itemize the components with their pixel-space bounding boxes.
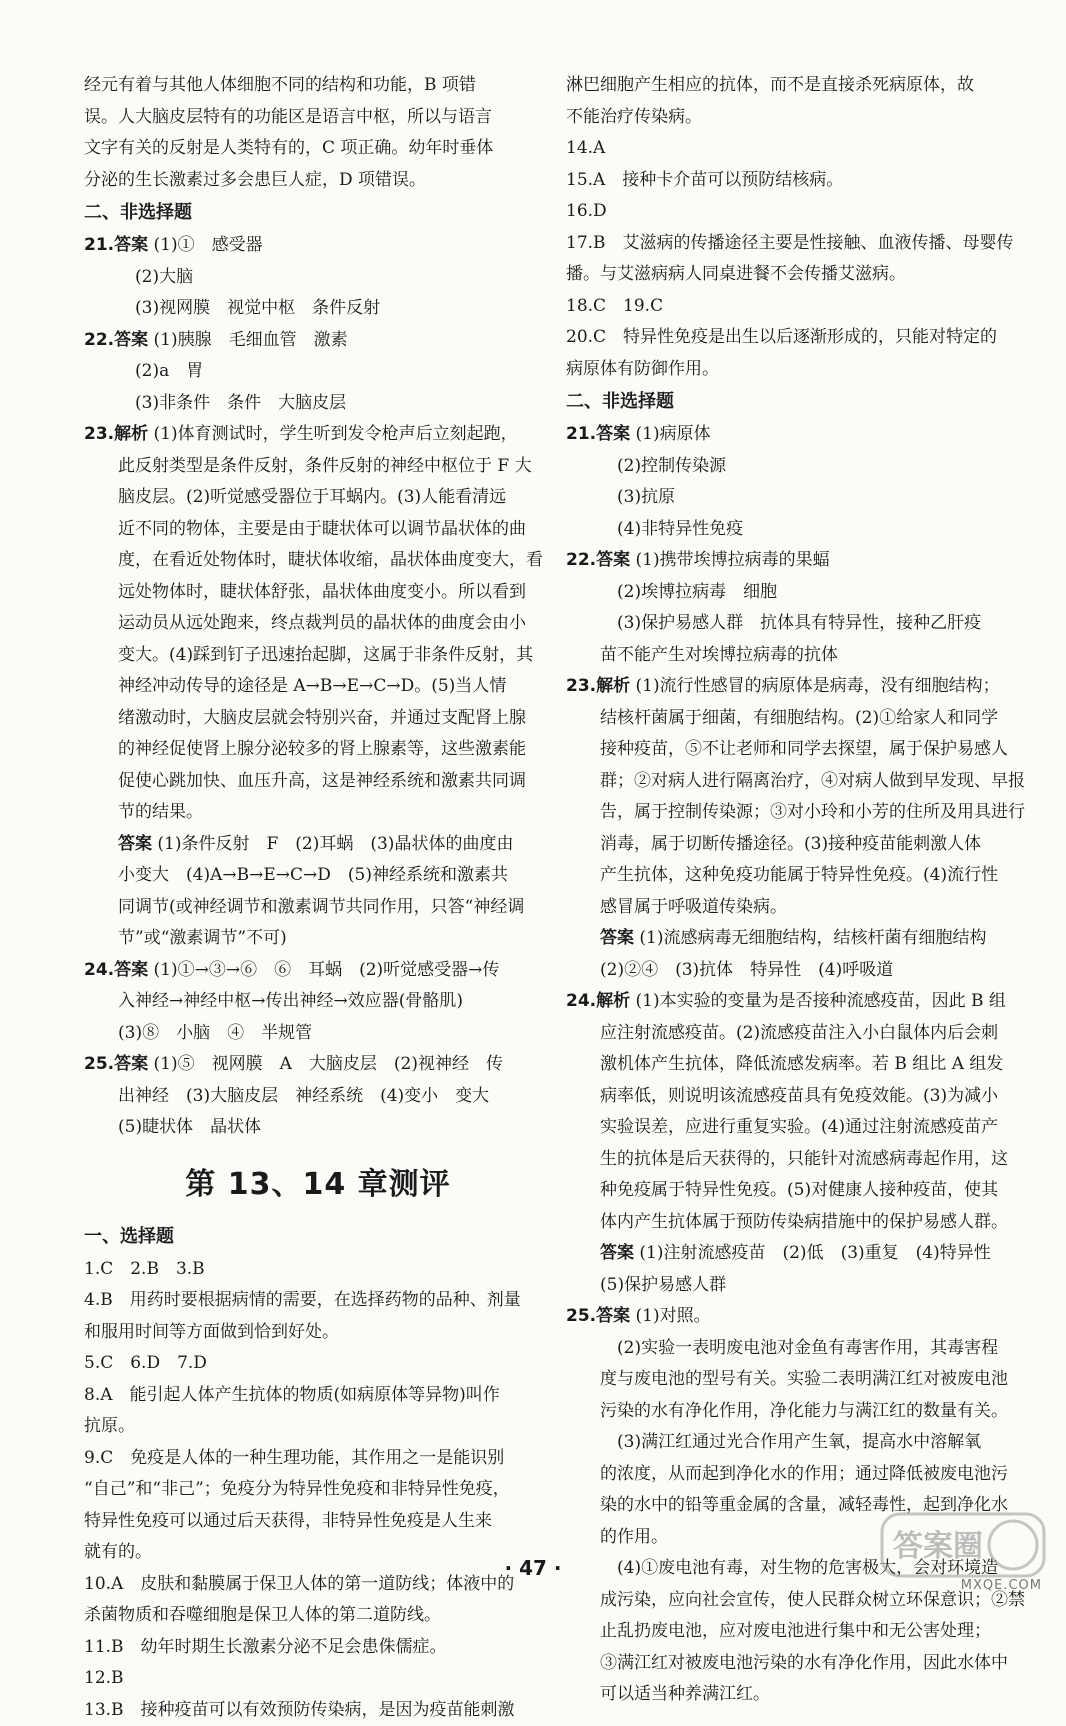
answer-line: 小变大 (4)A→B→E→C→D (5)神经系统和激素共 — [84, 860, 552, 892]
answer-line: (1)病原体 — [636, 424, 711, 444]
analysis-tag: 解析 — [596, 676, 630, 696]
mc-line: 9.C 免疫是人体的一种生理功能，其作用之一是能识别 — [84, 1443, 552, 1475]
answer-tag: 答案 — [114, 1054, 148, 1074]
analysis-line: (1)体育测试时，学生听到发令枪声后立刻起跑， — [154, 424, 518, 444]
mc-line: 14.A — [566, 133, 1034, 165]
mc-line: 4.B 用药时要根据病情的需要，在选择药物的品种、剂量 — [84, 1285, 552, 1317]
analysis-line: 应注射流感疫苗。(2)流感疫苗注入小白鼠体内后会刺 — [566, 1018, 1034, 1050]
left-column — [84, 70, 552, 1726]
answer-line: (4)①废电池有毒，对生物的危害极大，会对环境造 — [566, 1553, 1034, 1585]
answer-line: (1)①→③→⑥ ⑥ 耳蜗 (2)听觉感受器→传 — [154, 960, 500, 980]
analysis-line: (1)本实验的变量为是否接种流感疫苗，因此 B 组 — [636, 991, 1006, 1011]
mc-line: 17.B 艾滋病的传播途径主要是性接触、血液传播、母婴传 — [566, 228, 1034, 260]
page-number: · 47 · — [0, 1556, 1066, 1580]
watermark-url: MXQE.COM — [961, 1578, 1042, 1593]
answer-line: ③满江红对被废电池污染的水有净化作用，因此水体中 — [566, 1648, 1034, 1680]
analysis-line: 脑皮层。(2)听觉感受器位于耳蜗内。(3)人能看清远 — [84, 482, 552, 514]
answer-line — [566, 1238, 1034, 1270]
answer-line: (2)控制传染源 — [566, 451, 1034, 483]
answer-25 — [566, 1301, 1034, 1333]
answer-line: (2)实验一表明废电池对金鱼有毒害作用，其毒害程 — [566, 1333, 1034, 1365]
carry-text: 经元有着与其他人体细胞不同的结构和功能，B 项错 — [84, 70, 552, 102]
analysis-line: 结核杆菌属于细菌，有细胞结构。(2)①给家人和同学 — [566, 703, 1034, 735]
answer-text: (1)注射流感疫苗 (2)低 (3)重复 (4)特异性 — [639, 1243, 990, 1263]
section-heading: 一、选择题 — [84, 1220, 552, 1254]
answer-line: 的浓度，从而起到净化水的作用；通过降低被废电池污 — [566, 1459, 1034, 1491]
analysis-line: 消毒，属于切断传播途径。(3)接种疫苗能刺激人体 — [566, 829, 1034, 861]
analysis-line: 的神经促使肾上腺分泌较多的肾上腺素等，这些激素能 — [84, 734, 552, 766]
answer-line: (3)保护易感人群 抗体具有特异性，接种乙肝疫 — [566, 608, 1034, 640]
answer-line: (2)埃博拉病毒 细胞 — [566, 577, 1034, 609]
answer-21 — [566, 419, 1034, 451]
analysis-line: 运动员从远处跑来，终点裁判员的晶状体的曲度会由小 — [84, 608, 552, 640]
analysis-line: 种免疫属于特异性免疫。(5)对健康人接种疫苗，使其 — [566, 1175, 1034, 1207]
mc-line: “自己”和“非己”；免疫分为特异性免疫和非特异性免疫， — [84, 1474, 552, 1506]
answer-tag: 答案 — [114, 960, 148, 980]
analysis-line: 近不同的物体，主要是由于睫状体可以调节晶状体的曲 — [84, 514, 552, 546]
analysis-line: 节的结果。 — [84, 797, 552, 829]
question-number: 24. — [84, 960, 114, 980]
chapter-title: 第 13、14 章测评 — [84, 1152, 552, 1218]
answer-25 — [84, 1049, 552, 1081]
answer-line: 成污染，应向社会宣传，使人民群众树立环保意识；②禁 — [566, 1585, 1034, 1617]
carry-text: 分泌的生长激素过多会患巨人症，D 项错误。 — [84, 165, 552, 197]
analysis-23 — [566, 671, 1034, 703]
answer-text: (1)流感病毒无细胞结构，结核杆菌有细胞结构 — [639, 928, 986, 948]
analysis-line: (1)流行性感冒的病原体是病毒，没有细胞结构； — [636, 676, 1000, 696]
analysis-line: 此反射类型是条件反射，条件反射的神经中枢位于 F 大 — [84, 451, 552, 483]
answer-line: (1)携带埃博拉病毒的果蝠 — [636, 550, 830, 570]
answer-tag: 答案 — [114, 330, 148, 350]
right-column — [566, 70, 1034, 1711]
answer-line: 节”或“激素调节”不可) — [84, 923, 552, 955]
question-number: 22. — [566, 550, 596, 570]
answer-line: (1)① 感受器 — [154, 235, 263, 255]
answer-line: 污染的水有净化作用，净化能力与满江红的数量有关。 — [566, 1396, 1034, 1428]
answer-line: 止乱扔废电池，应对废电池进行集中和无公害处理； — [566, 1616, 1034, 1648]
carry-text: 文字有关的反射是人类特有的，C 项正确。幼年时垂体 — [84, 133, 552, 165]
answer-tag: 答案 — [118, 834, 152, 854]
analysis-line: 度，在看近处物体时，睫状体收缩，晶状体曲度变大，看 — [84, 545, 552, 577]
carry-text: 误。人大脑皮层特有的功能区是语言中枢，所以与语言 — [84, 102, 552, 134]
answer-text: (1)条件反射 F (2)耳蜗 (3)晶状体的曲度由 — [157, 834, 513, 854]
mc-line: 播。与艾滋病病人同桌进餐不会传播艾滋病。 — [566, 259, 1034, 291]
question-number: 23. — [84, 424, 114, 444]
answer-tag: 答案 — [600, 928, 634, 948]
mc-line: 18.C 19.C — [566, 291, 1034, 323]
answer-tag: 答案 — [596, 1306, 630, 1326]
section-heading: 二、非选择题 — [566, 385, 1034, 419]
answer-tag: 答案 — [596, 550, 630, 570]
mc-line: 特异性免疫可以通过后天获得，非特异性免疫是人生来 — [84, 1506, 552, 1538]
answer-line: (3)抗原 — [566, 482, 1034, 514]
analysis-line: 病率低，则说明该流感疫苗具有免疫效能。(3)为减小 — [566, 1081, 1034, 1113]
answer-line: 的作用。 — [566, 1522, 1034, 1554]
answer-line: 苗不能产生对埃博拉病毒的抗体 — [566, 640, 1034, 672]
carry-text: 淋巴细胞产生相应的抗体，而不是直接杀死病原体，故 — [566, 70, 1034, 102]
analysis-line: 告，属于控制传染源；③对小玲和小芳的住所及用具进行 — [566, 797, 1034, 829]
answer-line: (2)a 胃 — [84, 356, 552, 388]
question-number: 25. — [566, 1306, 596, 1326]
mc-line: 12.B — [84, 1663, 552, 1695]
analysis-line: 群；②对病人进行隔离治疗，④对病人做到早发现、早报 — [566, 766, 1034, 798]
analysis-line: 接种疫苗，⑤不让老师和同学去探望，属于保护易感人 — [566, 734, 1034, 766]
mc-line: 1.C 2.B 3.B — [84, 1254, 552, 1286]
answer-line: (2)②④ (3)抗体 特异性 (4)呼吸道 — [566, 955, 1034, 987]
answer-line: 入神经→神经中枢→传出神经→效应器(骨骼肌) — [84, 986, 552, 1018]
question-number: 25. — [84, 1054, 114, 1074]
analysis-line: 体内产生抗体属于预防传染病措施中的保护易感人群。 — [566, 1207, 1034, 1239]
answer-line: 可以适当种养满江红。 — [566, 1679, 1034, 1711]
analysis-line: 远处物体时，睫状体舒张，晶状体曲度变小。所以看到 — [84, 577, 552, 609]
answer-line: 出神经 (3)大脑皮层 神经系统 (4)变小 变大 — [84, 1081, 552, 1113]
question-number: 24. — [566, 991, 596, 1011]
mc-line: 13.B 接种疫苗可以有效预防传染病，是因为疫苗能刺激 — [84, 1695, 552, 1726]
analysis-23 — [84, 419, 552, 451]
answer-line — [84, 829, 552, 861]
answer-line — [566, 923, 1034, 955]
analysis-line: 产生抗体，这种免疫功能属于特异性免疫。(4)流行性 — [566, 860, 1034, 892]
carry-text: 不能治疗传染病。 — [566, 102, 1034, 134]
answer-line: (3)满江红通过光合作用产生氧，提高水中溶解氧 — [566, 1427, 1034, 1459]
answer-line: 度与废电池的型号有关。实验二表明满江红对被废电池 — [566, 1364, 1034, 1396]
answer-24 — [84, 955, 552, 987]
analysis-line: 生的抗体是后天获得的，只能针对流感病毒起作用，这 — [566, 1144, 1034, 1176]
answer-line: (3)视网膜 视觉中枢 条件反射 — [84, 293, 552, 325]
mc-line: 5.C 6.D 7.D — [84, 1348, 552, 1380]
answer-line: (2)大脑 — [84, 262, 552, 294]
analysis-line: 感冒属于呼吸道传染病。 — [566, 892, 1034, 924]
question-number: 22. — [84, 330, 114, 350]
watermark-text: 答案圈 — [893, 1529, 983, 1564]
mc-line: 抗原。 — [84, 1411, 552, 1443]
answer-21 — [84, 230, 552, 262]
mc-line: 11.B 幼年时期生长激素分泌不足会患侏儒症。 — [84, 1632, 552, 1664]
section-heading: 二、非选择题 — [84, 196, 552, 230]
analysis-24 — [566, 986, 1034, 1018]
mc-line: 8.A 能引起人体产生抗体的物质(如病原体等异物)叫作 — [84, 1380, 552, 1412]
analysis-tag: 解析 — [114, 424, 148, 444]
mc-line: 和服用时间等方面做到恰到好处。 — [84, 1317, 552, 1349]
answer-line: (1)⑤ 视网膜 A 大脑皮层 (2)视神经 传 — [154, 1054, 503, 1074]
answer-tag: 答案 — [114, 235, 148, 255]
mc-line: 20.C 特异性免疫是出生以后逐渐形成的，只能对特定的 — [566, 322, 1034, 354]
analysis-line: 实验误差，应进行重复实验。(4)通过注射流感疫苗产 — [566, 1112, 1034, 1144]
analysis-line: 绪激动时，大脑皮层就会特别兴奋，并通过支配肾上腺 — [84, 703, 552, 735]
answer-line: 同调节(或神经调节和激素调节共同作用，只答“神经调 — [84, 892, 552, 924]
analysis-line: 神经冲动传导的途径是 A→B→E→C→D。(5)当人情 — [84, 671, 552, 703]
answer-line: (3)非条件 条件 大脑皮层 — [84, 388, 552, 420]
analysis-line: 激机体产生抗体，降低流感发病率。若 B 组比 A 组发 — [566, 1049, 1034, 1081]
answer-line: 染的水中的铅等重金属的含量，减轻毒性，起到净化水 — [566, 1490, 1034, 1522]
question-number: 21. — [566, 424, 596, 444]
answer-tag: 答案 — [600, 1243, 634, 1263]
answer-line: (5)保护易感人群 — [566, 1270, 1034, 1302]
answer-22 — [84, 325, 552, 357]
analysis-line: 变大。(4)踩到钉子迅速抬起脚，这属于非条件反射，其 — [84, 640, 552, 672]
mc-line: 15.A 接种卡介苗可以预防结核病。 — [566, 165, 1034, 197]
answer-tag: 答案 — [596, 424, 630, 444]
mc-line: 10.A 皮肤和黏膜属于保卫人体的第一道防线；体液中的 — [84, 1569, 552, 1601]
answer-line: (3)⑧ 小脑 ④ 半规管 — [84, 1018, 552, 1050]
mc-line: 16.D — [566, 196, 1034, 228]
question-number: 21. — [84, 235, 114, 255]
question-number: 23. — [566, 676, 596, 696]
analysis-tag: 解析 — [596, 991, 630, 1011]
answer-line: (4)非特异性免疫 — [566, 514, 1034, 546]
analysis-line: 促使心跳加快、血压升高，这是神经系统和激素共同调 — [84, 766, 552, 798]
answer-line: (1)对照。 — [636, 1306, 711, 1326]
answer-22 — [566, 545, 1034, 577]
answer-line: (1)胰腺 毛细血管 激素 — [154, 330, 348, 350]
mc-line: 杀菌物质和吞噬细胞是保卫人体的第二道防线。 — [84, 1600, 552, 1632]
answer-line: (5)睫状体 晶状体 — [84, 1112, 552, 1144]
mc-line: 病原体有防御作用。 — [566, 354, 1034, 386]
mc-line: 就有的。 — [84, 1537, 552, 1569]
